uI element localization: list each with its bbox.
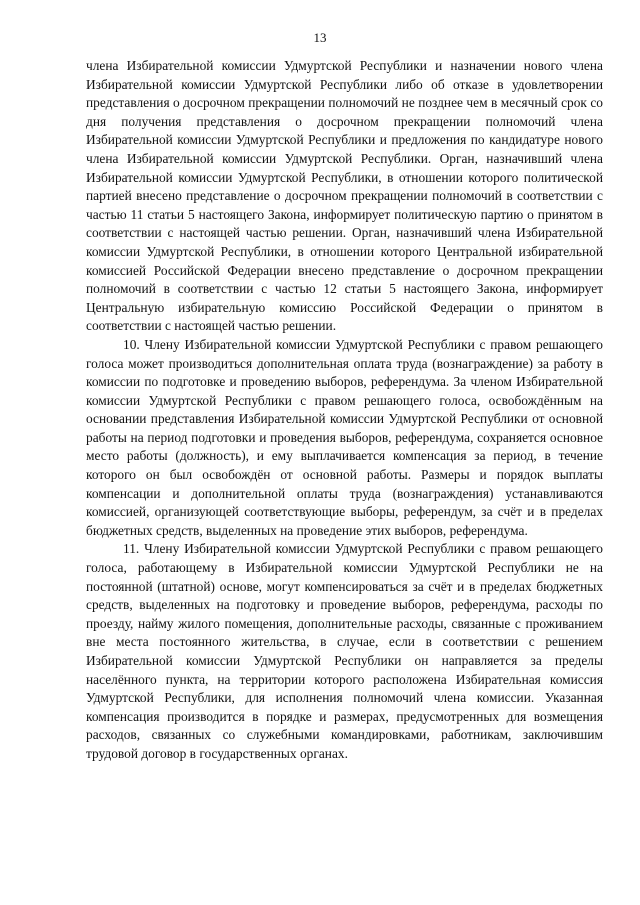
paragraph-item-11: 11. Члену Избирательной комиссии Удмуртской Республики с правом решающего голоса, работающему в Избирательной комиссии Удмуртской Республики не на постоянной (штатной) основе, могут компенсироваться за счёт и в пределах бюджетных средств, выделенных на подготовку и проведение выборов, референдума, расходы по проезду, найму жилого помещения, дополнительные расходы, связанные с проживанием вне места постоянного жительства, в случае, если в соответствии с решением Избирательной комиссии Удмуртской Республики он направляется за пределы населённого пункта, на территории которого расположена Избирательная комиссия Удмуртской Республики, для исполнения полномочий члена комиссии. Указанная компенсация производится в порядке и размерах, предусмотренных для возмещения расходов, связанных со служебными командировками, работникам, заключившим трудовой договор в государственных органах. [86, 541, 603, 761]
paragraph-item-10: 10. Члену Избирательной комиссии Удмуртской Республики с правом решающего голоса может производиться дополнительная оплата труда (вознаграждение) за работу в комиссии по подготовке и проведению выборов, референдума. За членом Избирательной комиссии Удмуртской Республики с правом решающего голоса, освобождённым на основании представления Избирательной комиссии Удмуртской Республики от основной работы на период подготовки и проведения выборов, референдума, сохраняется основное место работы (должность), и ему выплачивается компенсация за период, в течение которого он был освобождён от основной работы. Размеры и порядок выплаты компенсации и дополнительной оплаты труда (вознаграждения) устанавливаются комиссией, организующей соответствующие выборы, референдум, за счёт и в пределах бюджетных средств, выделенных на проведение этих выборов, референдума. [86, 336, 603, 538]
paragraph-continuation: члена Избирательной комиссии Удмуртской Республики и назначении нового члена Избирательной комиссии Удмуртской Республики либо об отказе в удовлетворении представления о досрочном прекращении полномочий не позднее чем в месячный срок со дня получения представления о досрочном прекращении полномочий члена Избирательной комиссии Удмуртской Республики и предложения по кандидатуре нового члена Избирательной комиссии Удмуртской Республики. Орган, назначивший члена Избирательной комиссии Удмуртской Республики, в отношении которого политической партией внесено представление о досрочном прекращении полномочий в соответствии с частью 11 статьи 5 настоящего Закона, информирует политическую партию о принятом в соответствии с настоящей частью решении. Орган, назначивший члена Избирательной комиссии Удмуртской Республики, в отношении которого Центральной избирательной комиссией Российской Федерации внесено представление о досрочном прекращении полномочий в соответствии с частью 12 статьи 5 настоящего Закона, информирует Центральную избирательную комиссию Российской Федерации о принятом в соответствии с настоящей частью решении. [86, 58, 603, 334]
page-number: 13 [313, 30, 327, 45]
document-body [86, 57, 603, 764]
